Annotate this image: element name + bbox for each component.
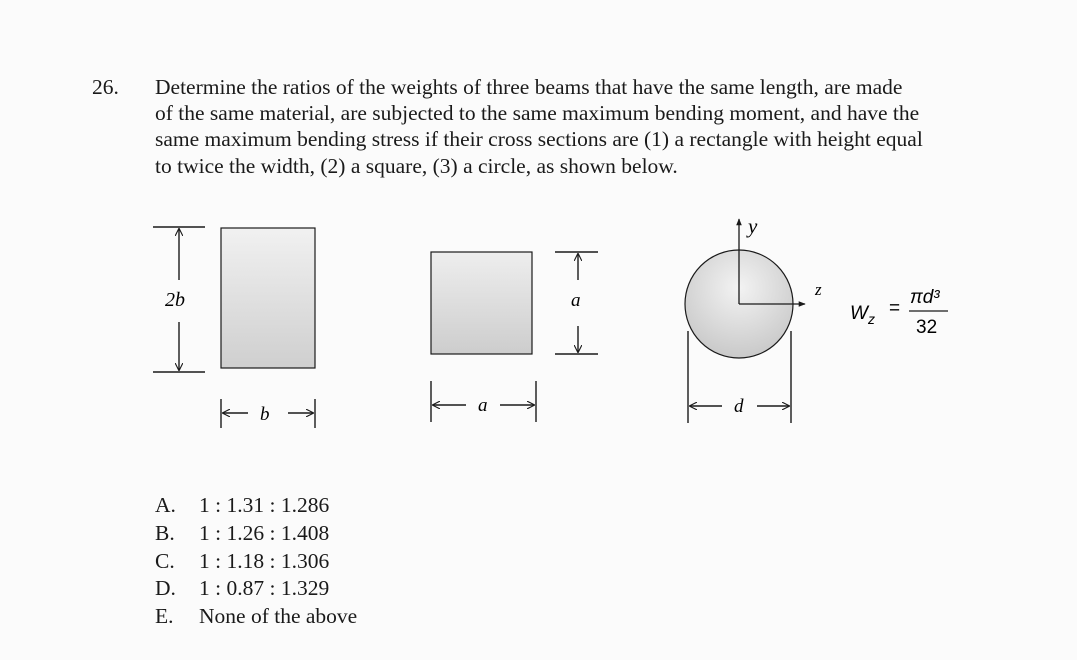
formula-lhs-sub: z xyxy=(867,311,875,327)
formula-lhs-base: W xyxy=(850,303,868,324)
answer-choices xyxy=(155,492,357,631)
answer-letter: B. xyxy=(155,520,175,545)
answer-letter: A. xyxy=(155,493,176,517)
answer-text: None of the above xyxy=(199,604,358,629)
square-width-label: a xyxy=(478,395,488,416)
answer-letter: E. xyxy=(155,604,174,629)
rectangle-section xyxy=(153,227,315,428)
square-side-label: a xyxy=(571,290,581,311)
answer-option-a[interactable] xyxy=(155,492,357,520)
diameter-label: d xyxy=(734,396,744,417)
answer-option-e[interactable] xyxy=(155,603,357,631)
rect-height-label: 2b xyxy=(165,289,185,311)
answer-text: 1 : 1.26 : 1.408 xyxy=(199,520,330,545)
square-section xyxy=(431,252,598,422)
answer-text: 1 : 0.87 : 1.329 xyxy=(199,576,330,601)
y-axis-label: y xyxy=(748,214,758,238)
formula-equals: = xyxy=(889,298,901,319)
formula-numerator: πd³ xyxy=(910,287,940,308)
z-axis-label: z xyxy=(815,280,822,299)
answer-letter: C. xyxy=(155,548,175,573)
question-line-3: same maximum bending stress if their cross sections are (1) a rectangle with height equal xyxy=(155,127,923,152)
answer-option-b[interactable] xyxy=(155,520,357,548)
section-modulus-formula xyxy=(850,287,948,338)
answer-option-d[interactable] xyxy=(155,575,357,603)
circle-section xyxy=(685,214,822,423)
rect-width-label: b xyxy=(260,404,270,425)
question-number: 26. xyxy=(92,75,119,99)
answer-letter: D. xyxy=(155,576,176,601)
answer-text: 1 : 1.31 : 1.286 xyxy=(199,493,330,517)
question-line-4: to twice the width, (2) a square, (3) a circle, as shown below. xyxy=(155,153,678,178)
question-line-2: of the same material, are subjected to the same maximum bending moment, and have the xyxy=(155,101,920,126)
question-line-1: Determine the ratios of the weights of three beams that have the same length, are made xyxy=(155,75,903,99)
formula-denominator: 32 xyxy=(916,317,938,338)
answer-option-c[interactable] xyxy=(155,548,357,576)
formula-lhs xyxy=(850,303,875,327)
answer-text: 1 : 1.18 : 1.306 xyxy=(199,548,330,573)
